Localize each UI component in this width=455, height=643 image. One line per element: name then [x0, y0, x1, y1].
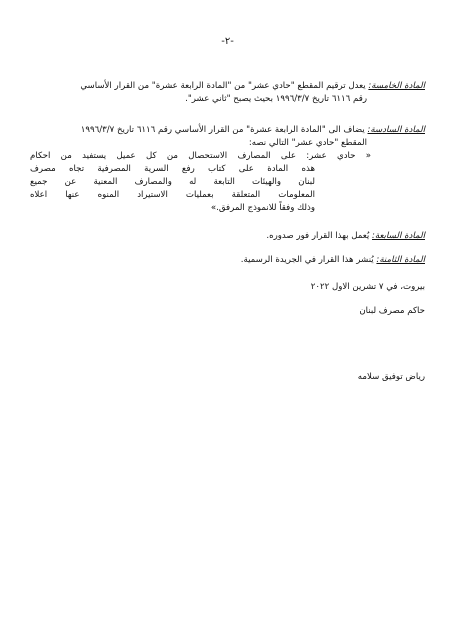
article-5-line-2: رقم ٦١١٦ تاريخ ١٩٩٦/٣/٧ بحيث يصبح "ثاني عشر". — [185, 94, 367, 104]
article-5 — [30, 80, 425, 106]
article-6-line-3: « حادي عشر: على المصارف الاستحصال من كل عميل يستفيد من احكام — [30, 151, 371, 161]
article-6-line-1: المادة السادسة: يضاف الى "المادة الرابعة عشرة" من القرار الأساسي رقم ٦١١٦ تاريخ ١٩٩٦/٣/٧ — [80, 125, 425, 135]
place-date: بيروت، في ٧ تشرين الاول ٢٠٢٢ — [310, 282, 425, 292]
article-5-line-1: المادة الخامسة: يعدل ترقيم المقطع "حادي عشر" من "المادة الرابعة عشرة" من القرار الأساسي — [80, 81, 425, 91]
article-7-line-1: المادة السابعة: يُعمل بهذا القرار فور صدوره. — [266, 231, 425, 241]
article-7-label: المادة السابعة: — [372, 231, 425, 241]
signatory-title: حاكم مصرف لبنان — [359, 306, 425, 316]
article-7 — [30, 230, 425, 243]
article-6-line-2: المقطع "حادي عشر" التالي نصه: — [248, 138, 367, 148]
article-8-line-1: المادة الثامنة: يُنشر هذا القرار في الجريدة الرسمية. — [240, 255, 425, 265]
article-6 — [30, 124, 425, 215]
article-6-line-6: المعلومات المتعلقة بعمليات الاستيراد المنوه عنها اعلاه — [30, 190, 315, 200]
page-number: -٢- — [221, 36, 234, 47]
article-8 — [30, 254, 425, 267]
article-6-line-7: وذلك وفقاً للانموذج المرفق.» — [210, 203, 315, 213]
signatory-name: رياض توفيق سلامه — [357, 372, 425, 382]
article-8-label: المادة الثامنة: — [376, 255, 425, 265]
article-5-label: المادة الخامسة: — [368, 81, 425, 91]
article-6-line-5: لبنان والهيئات التابعة له والمصارف المعنية عن جميع — [30, 177, 315, 187]
article-6-label: المادة السادسة: — [367, 125, 425, 135]
article-6-line-4: هذه المادة على كتاب رفع السرية المصرفية تجاه مصرف — [30, 164, 315, 174]
